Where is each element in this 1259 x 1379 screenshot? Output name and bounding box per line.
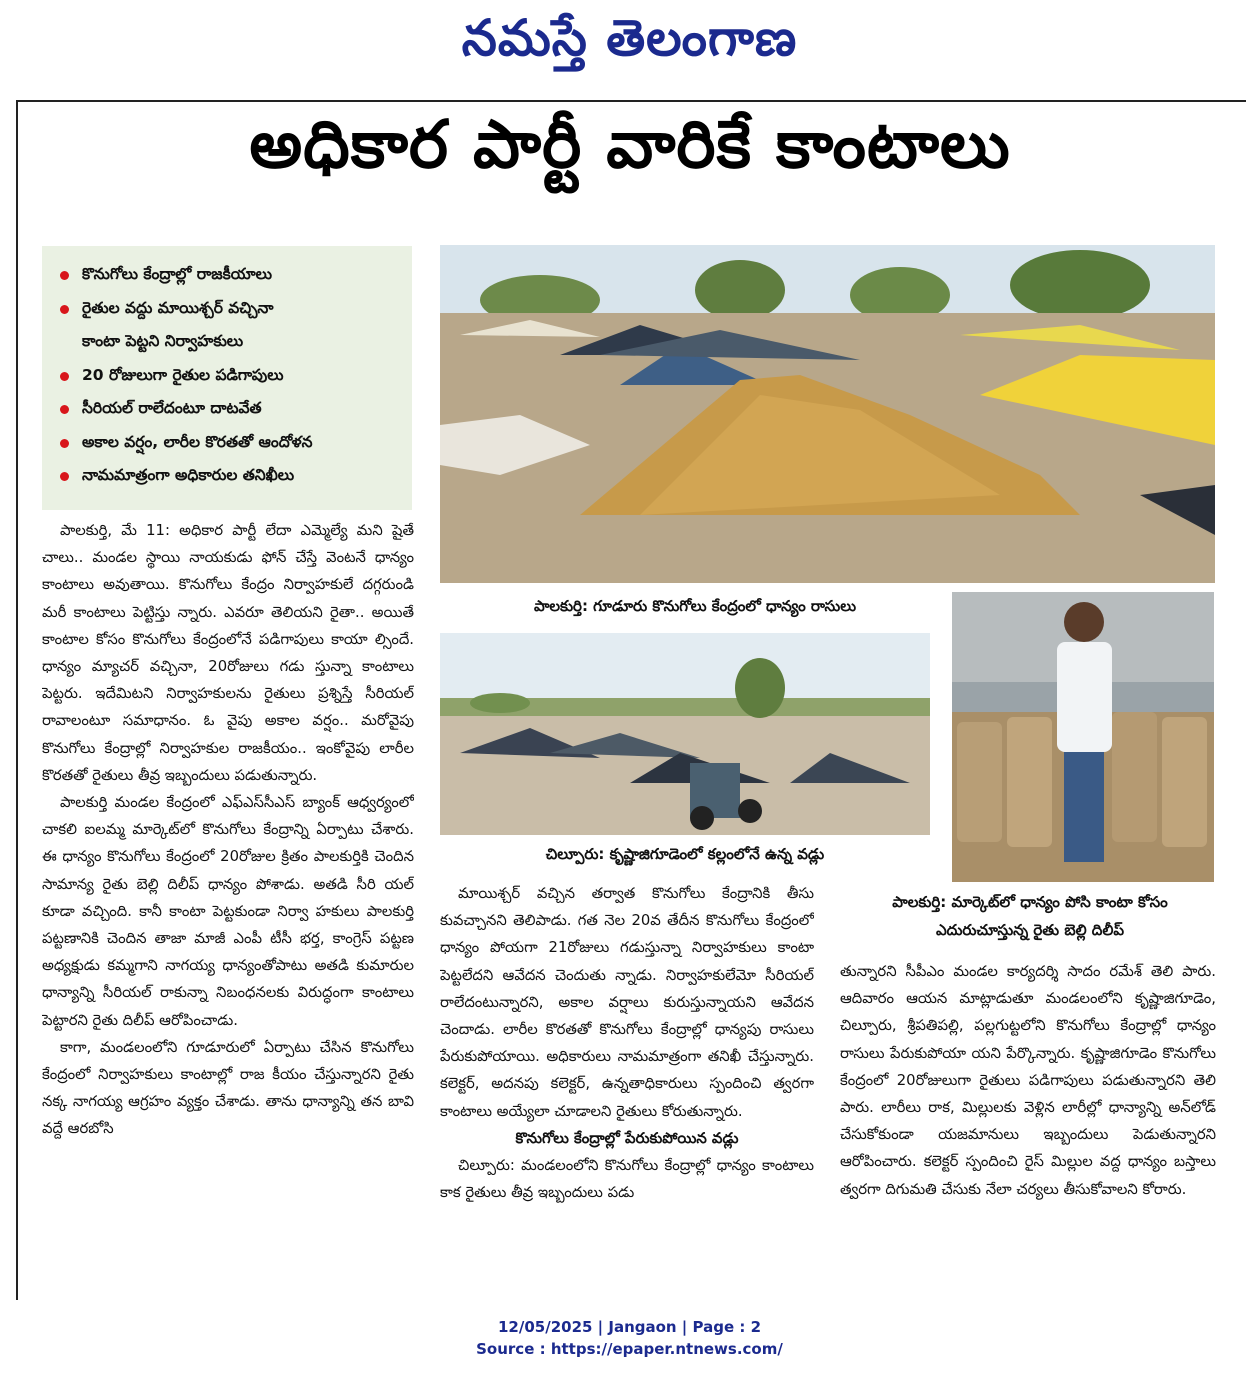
photo3-caption-line2: ఎదురుచూస్తున్న రైతు బెల్లి దిలీప్ bbox=[935, 921, 1125, 939]
article-paragraph: కాగా, మండలంలోని గూడూరులో ఏర్పాటు చేసిన కొనుగోలు కేంద్రంలో నిర్వాహకులు కాంటాల్లో రాజ కీయం చేస్తున్నారని రైతు నక్క నాగయ్య ఆగ్రహం వ్యక్తం చేశాడు. తాను ధాన్యాన్ని తన బావి వద్దే ఆరబోసి bbox=[42, 1038, 414, 1138]
bullet-dot-icon bbox=[60, 372, 69, 381]
bullet-dot-icon bbox=[60, 405, 69, 414]
highlight-item: అకాల వర్షం, లారీల కొరతతో ఆందోళన bbox=[54, 426, 404, 460]
bullet-dot-icon bbox=[60, 472, 69, 481]
top-divider bbox=[16, 100, 1246, 102]
grain-heaps-photo bbox=[440, 245, 1215, 583]
bullet-dot-icon bbox=[60, 271, 69, 280]
highlight-item: కొనుగోలు కేంద్రాల్లో రాజకీయాలు bbox=[54, 258, 404, 292]
footer-source-link[interactable]: Source : https://epaper.ntnews.com/ bbox=[476, 1340, 783, 1358]
farmer-with-grain-sacks-photo bbox=[952, 592, 1214, 882]
highlight-item: సీరియల్ రాలేదంటూ దాటవేత bbox=[54, 392, 404, 426]
article-column-3 bbox=[840, 958, 1216, 1270]
photo2-caption: చిల్పూరు: కృష్ణాజిగూడెంలో కల్లంలోనే ఉన్న వడ్లు bbox=[545, 845, 825, 863]
left-divider bbox=[16, 100, 18, 1300]
masthead-logo: నమస్తే తెలంగాణ bbox=[461, 8, 798, 67]
article-paragraph: మాయిశ్చర్ వచ్చిన తర్వాత కొనుగోలు కేంద్రానికి తీసు కువచ్చానని తెలిపాడు. గత నెల 20వ తేదీన కొనుగోలు కేంద్రంలో ధాన్యం పోయగా 21రోజులు గడుస్తున్నా నిర్వాహకులు కాంటా పెట్టలేదని ఆవేదన చెందుతు న్నాడు. నిర్వాహకులేమో సీరియల్ రాలేదంటున్నారని, అకాల వర్షాలు కురుస్తున్నాయని ఆవేదన చెందాడు. లారీల కొరతతో కొనుగోలు కేంద్రాల్లో ధాన్యపు రాసులు పేరుకుపోయాయి. అధికారులు నామమాత్రంగా తనిఖీ చేస్తున్నారు. కలెక్టర్, అదనపు కలెక్టర్, ఉన్నతాధికారులు స్పందించి త్వరగా కాంటాలు అయ్యేలా చూడాలని రైతులు కోరుతున్నారు. bbox=[440, 885, 814, 1120]
article-paragraph: తున్నారని సీపీఎం మండల కార్యదర్శి సాదం రమేశ్ తెలి పారు. ఆదివారం ఆయన మాట్లాడుతూ మండలంలోని కృష్ణాజిగూడెం, చిల్పూరు, శ్రీపతిపల్లి, పల్లగుట్టలోని కొనుగోలు కేంద్రాల్లో ధాన్యం రాసులు పేరుకుపోయా యని పేర్కొన్నారు. కృష్ణాజిగూడెం కొనుగోలు కేంద్రంలో 20రోజులుగా రైతులు పడిగాపులు పడుతున్నారని తెలి పారు. లారీలు రాక, మిల్లులకు వెళ్లిన లారీల్లో ధాన్యాన్ని అన్‌లోడ్ చేసుకోకుండా యజమానులు ఇబ్బందులు పెడుతున్నారని ఆరోపించారు. కలెక్టర్ స్పందించి రైస్ మిల్లుల వద్ద ధాన్యం బస్తాలు త్వరగా దిగుమతి చేసుకు నేలా చర్యలు తీసుకోవాలని కోరారు. bbox=[840, 963, 1216, 1198]
article-paragraph: పాలకుర్తి, మే 11: అధికార పార్టీ లేదా ఎమ్మెల్యే మని షైతే చాలు.. మండల స్థాయి నాయకుడు ఫోన్ చేస్తే వెంటనే ధాన్యం కాంటాలు అవుతాయి. కొనుగోలు కేంద్రం నిర్వాహకులే దగ్గరుండి మరీ కాంటాలు పెట్టిస్తు న్నారు. ఎవరూ తెలియని రైతా.. అయితే కాంటాల కోసం కొనుగోలు కేంద్రంలోనే పడిగాపులు కాయా ల్సిందే. ధాన్యం మ్యాచర్ వచ్చినా, 20రోజులు గడు స్తున్నా కాంటాలు పెట్టరు. ఇదేమిటని నిర్వాహకులను రైతులు ప్రశ్నిస్తే సీరియల్ రావాలంటూ సమాధానం. ఓ వైపు అకాల వర్షం.. మరోవైపు కొనుగోలు కేంద్రాల్లో నిర్వాహకుల రాజకీయం.. ఇంకోవైపు లారీల కొరతతో రైతులు తీవ్ర ఇబ్బందులు పడుతున్నారు. bbox=[42, 522, 414, 784]
bullet-dot-icon bbox=[60, 305, 69, 314]
article-column-1 bbox=[42, 517, 414, 1270]
article-paragraph: పాలకుర్తి మండల కేంద్రంలో ఎఫ్ఎస్‌సీఎస్ బ్యాంక్ ఆధ్వర్యంలో చాకలి ఐలమ్మ మార్కెట్‌లో కొనుగోలు కేంద్రాన్ని ఏర్పాటు చేశారు. ఈ ధాన్యం కొనుగోలు కేంద్రంలో 20రోజుల క్రితం పాలకుర్తికి చెందిన సామాన్య రైతు బెల్లి దిలీప్ ధాన్యం పోశాడు. అతడి సీరి యల్ కూడా వచ్చింది. కానీ కాంటా పెట్టకుండా నిర్వా హకులు పాలకుర్తి పట్టణానికి చెందిన తాజా మాజీ ఎంపీ టీసీ భర్త, కాంగ్రెస్ పట్టణ అధ్యక్షుడు కమ్మగాని నాగయ్య ధాన్యంతోపాటు అతడి కుమారుల ధాన్యాన్ని సీరియల్ రాకున్నా నిబంధనలకు విరుద్ధంగా కాంటాలు పెట్టారని రైతు దిలీప్ ఆరోపించాడు. bbox=[42, 794, 414, 1029]
bullet-dot-icon bbox=[60, 439, 69, 448]
highlight-item: రైతుల వద్దు మాయిశ్చర్ వచ్చినా bbox=[54, 292, 404, 326]
highlight-item-continued: కాంటా పెట్టని నిర్వాహకులు bbox=[82, 332, 244, 350]
headline: అధికార పార్టీ వారికే కాంటాలు bbox=[249, 106, 1011, 183]
photo1-caption: పాలకుర్తి: గూడూరు కొనుగోలు కేంద్రంలో ధాన్యం రాసులు bbox=[533, 597, 857, 615]
highlight-item: నామమాత్రంగా అధికారుల తనిఖీలు bbox=[54, 459, 404, 493]
article-column-2 bbox=[440, 880, 814, 1270]
article-paragraph: చిల్పూరు: మండలంలోని కొనుగోలు కేంద్రాల్లో ధాన్యం కాంటాలు కాక రైతులు తీవ్ర ఇబ్బందులు పడు bbox=[440, 1157, 814, 1202]
article-subheading: కొనుగోలు కేంద్రాల్లో పేరుకుపోయిన వడ్లు bbox=[515, 1129, 739, 1147]
highlights-box bbox=[42, 246, 412, 510]
field-with-motorbike-photo bbox=[440, 633, 930, 835]
photo3-caption-line1: పాలకుర్తి: మార్కెట్‌లో ధాన్యం పోసి కాంటా కోసం bbox=[892, 893, 1168, 911]
footer-date-edition: 12/05/2025 | Jangaon | Page : 2 bbox=[497, 1318, 762, 1336]
highlight-item: 20 రోజులుగా రైతుల పడిగాపులు bbox=[54, 359, 404, 393]
